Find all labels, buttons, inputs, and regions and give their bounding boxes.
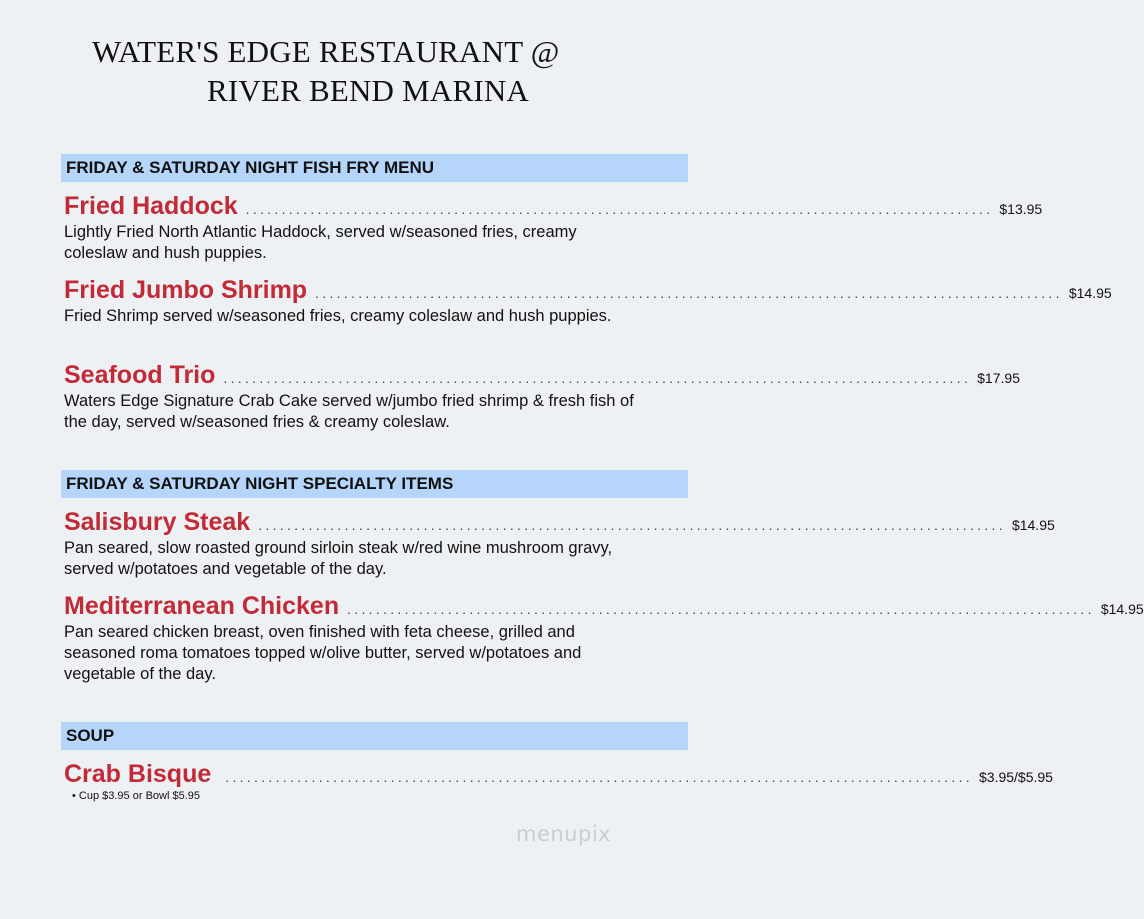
watermark: menupix [516,822,612,846]
dot-leader: ........................................................................................................ [225,769,973,785]
section-header-specialty-items: FRIDAY & SATURDAY NIGHT SPECIALTY ITEMS [61,470,688,498]
menu-item-salisbury-steak [64,508,1055,580]
menu-item-fried-jumbo-shrimp [64,276,1112,327]
item-price: $3.95/$5.95 [979,769,1053,785]
section-header-fish-fry: FRIDAY & SATURDAY NIGHT FISH FRY MENU [61,154,688,182]
item-note: • Cup $3.95 or Bowl $5.95 [72,790,200,802]
item-description: Waters Edge Signature Crab Cake served w/jumbo fried shrimp & fresh fish of the day, served w/seasoned fries & creamy coleslaw. [64,392,634,431]
item-name: Fried Haddock [64,192,238,220]
item-description: Fried Shrimp served w/seasoned fries, creamy coleslaw and hush puppies. [64,307,612,325]
menu-item-crab-bisque [64,760,1053,802]
menu-item-mediterranean-chicken [64,592,1144,685]
menu-item-seafood-trio [64,361,1020,433]
menu-item-fried-haddock [64,192,1043,264]
item-name: Seafood Trio [64,361,216,389]
restaurant-name-line-1: WATER'S EDGE RESTAURANT @ [92,34,560,69]
item-price: $17.95 [977,370,1020,386]
item-price: $14.95 [1068,285,1112,301]
restaurant-name-line-2: RIVER BEND MARINA [207,73,530,108]
dot-leader: ........................................................................................................ [347,601,1095,617]
item-description: Pan seared chicken breast, oven finished with feta cheese, grilled and seasoned roma tomatoes topped w/olive butter, served w/potatoes and vegetable of the day. [64,623,582,683]
item-name: Mediterranean Chicken [64,592,340,620]
item-name: Salisbury Steak [64,508,251,536]
dot-leader: ........................................................................................................ [258,517,1006,533]
item-name: Fried Jumbo Shrimp [64,276,308,304]
dot-leader: ........................................................................................................ [223,370,972,386]
item-price: $14.95 [1011,517,1055,533]
item-price: $14.95 [1100,601,1144,617]
item-price: $13.95 [999,201,1043,217]
section-header-soup: SOUP [61,722,688,750]
dot-leader: ........................................................................................................ [245,201,994,217]
dot-leader: ........................................................................................................ [315,285,1063,301]
item-description: Pan seared, slow roasted ground sirloin steak w/red wine mushroom gravy, served w/potatoes and vegetable of the day. [64,539,613,578]
item-name: Crab Bisque [64,760,212,788]
item-description: Lightly Fried North Atlantic Haddock, served w/seasoned fries, creamy coleslaw and hush puppies. [64,223,577,262]
